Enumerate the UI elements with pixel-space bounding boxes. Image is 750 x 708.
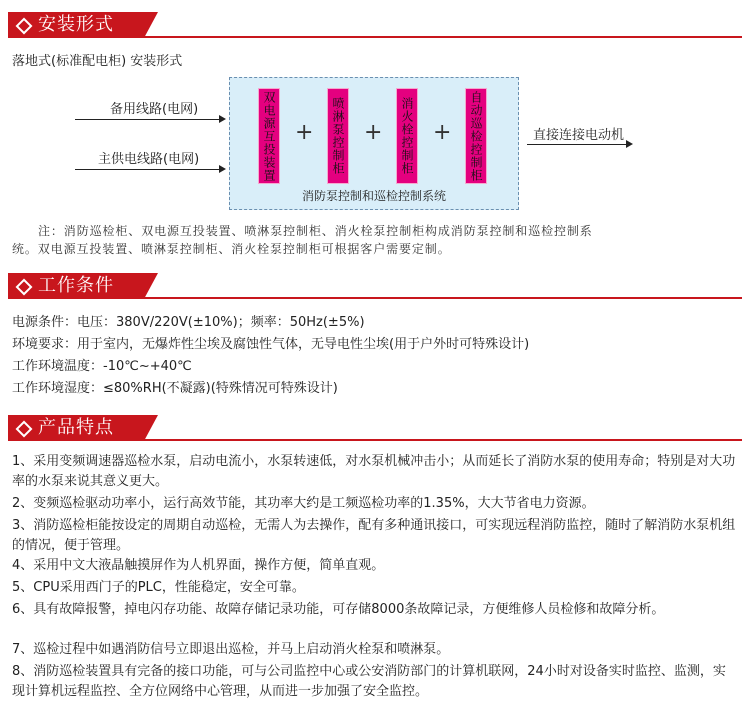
- input-main-label: 主供电线路(电网): [98, 152, 200, 167]
- arrow-main-line: [75, 169, 220, 170]
- arrow-output-line: [527, 144, 627, 145]
- arrow-right-icon: [219, 165, 226, 173]
- condition-power: 电源条件：电压：380V/220V(±10%)；频率：50Hz(±5%): [12, 315, 365, 330]
- plus-icon: +: [295, 120, 314, 145]
- feature-item: 3、消防巡检柜能按设定的周期自动巡检，无需人为去操作，配有多种通讯接口，可实现远程消防监控，随时了解消防水泵机组的情况，便于管理。: [12, 518, 736, 553]
- section-header-install: [8, 12, 742, 38]
- feature-item: 6、具有故障报警，掉电闪存功能、故障存储记录功能，可存储8000条故障记录，方便维修人员检修和故障分析。: [12, 602, 665, 617]
- section-title: 产品特点: [38, 417, 114, 438]
- feature-item: 2、变频巡检驱动功率小，运行高效节能，其功率大约是工频巡检功率的1.35%，大大节省电力资源。: [12, 496, 595, 511]
- feature-item: 4、采用中文大液晶触摸屏作为人机界面，操作方便，简单直观。: [12, 558, 385, 573]
- install-subtitle: 落地式(标准配电柜) 安装形式: [12, 54, 183, 69]
- arrow-right-icon: [626, 140, 633, 148]
- plus-icon: +: [433, 120, 452, 145]
- feature-item: 8、消防巡检装置具有完备的接口功能，可与公司监控中心或公安消防部门的计算机联网，24小时对设备实时监控、监测，实现计算机远程监控、全方位网络中心管理，从而进一步加强了安全监控。: [12, 664, 726, 699]
- section-header-conditions: [8, 273, 742, 299]
- system-label: 消防泵控制和巡检控制系统: [301, 189, 446, 203]
- condition-humidity: 工作环境湿度：≤80%RH(不凝露)(特殊情况可特殊设计): [12, 381, 338, 396]
- control-system-diagram: [229, 77, 519, 210]
- condition-temperature: 工作环境温度：-10℃~+40℃: [12, 359, 192, 374]
- output-label: 直接连接电动机: [533, 128, 625, 143]
- note-line-2: 统。双电源互投装置、喷淋泵控制柜、消火栓泵控制柜可根据客户需要定制。: [12, 242, 451, 256]
- section-header-features: [8, 415, 742, 441]
- section-title: 工作条件: [38, 275, 114, 296]
- plus-icon: +: [364, 120, 383, 145]
- box-auto-inspection: 自动巡检控制柜: [465, 88, 487, 184]
- arrow-backup-line: [75, 119, 220, 120]
- section-title: 安装形式: [38, 14, 114, 35]
- condition-environment: 环境要求：用于室内，无爆炸性尘埃及腐蚀性气体，无导电性尘埃(用于户外时可特殊设计): [12, 337, 530, 352]
- input-backup-label: 备用线路(电网): [110, 102, 199, 117]
- box-sprinkler-pump: 喷淋泵控制柜: [327, 88, 349, 184]
- note-line-1: 注：消防巡检柜、双电源互投装置、喷淋泵控制柜、消火栓泵控制柜构成消防泵控制和巡检控制系: [38, 224, 593, 238]
- feature-item: 7、巡检过程中如遇消防信号立即退出巡检，并马上启动消火栓泵和喷淋泵。: [12, 642, 450, 657]
- arrow-right-icon: [219, 115, 226, 123]
- feature-item: 5、CPU采用西门子的PLC，性能稳定，安全可靠。: [12, 580, 305, 595]
- box-hydrant-control: 消火栓控制柜: [396, 88, 418, 184]
- feature-item: 1、采用变频调速器巡检水泵，启动电流小，水泵转速低，对水泵机械冲击小；从而延长了消防水泵的使用寿命；特别是对大功率的水泵来说其意义更大。: [12, 454, 736, 489]
- box-dual-power: 双电源互投装置: [258, 88, 280, 184]
